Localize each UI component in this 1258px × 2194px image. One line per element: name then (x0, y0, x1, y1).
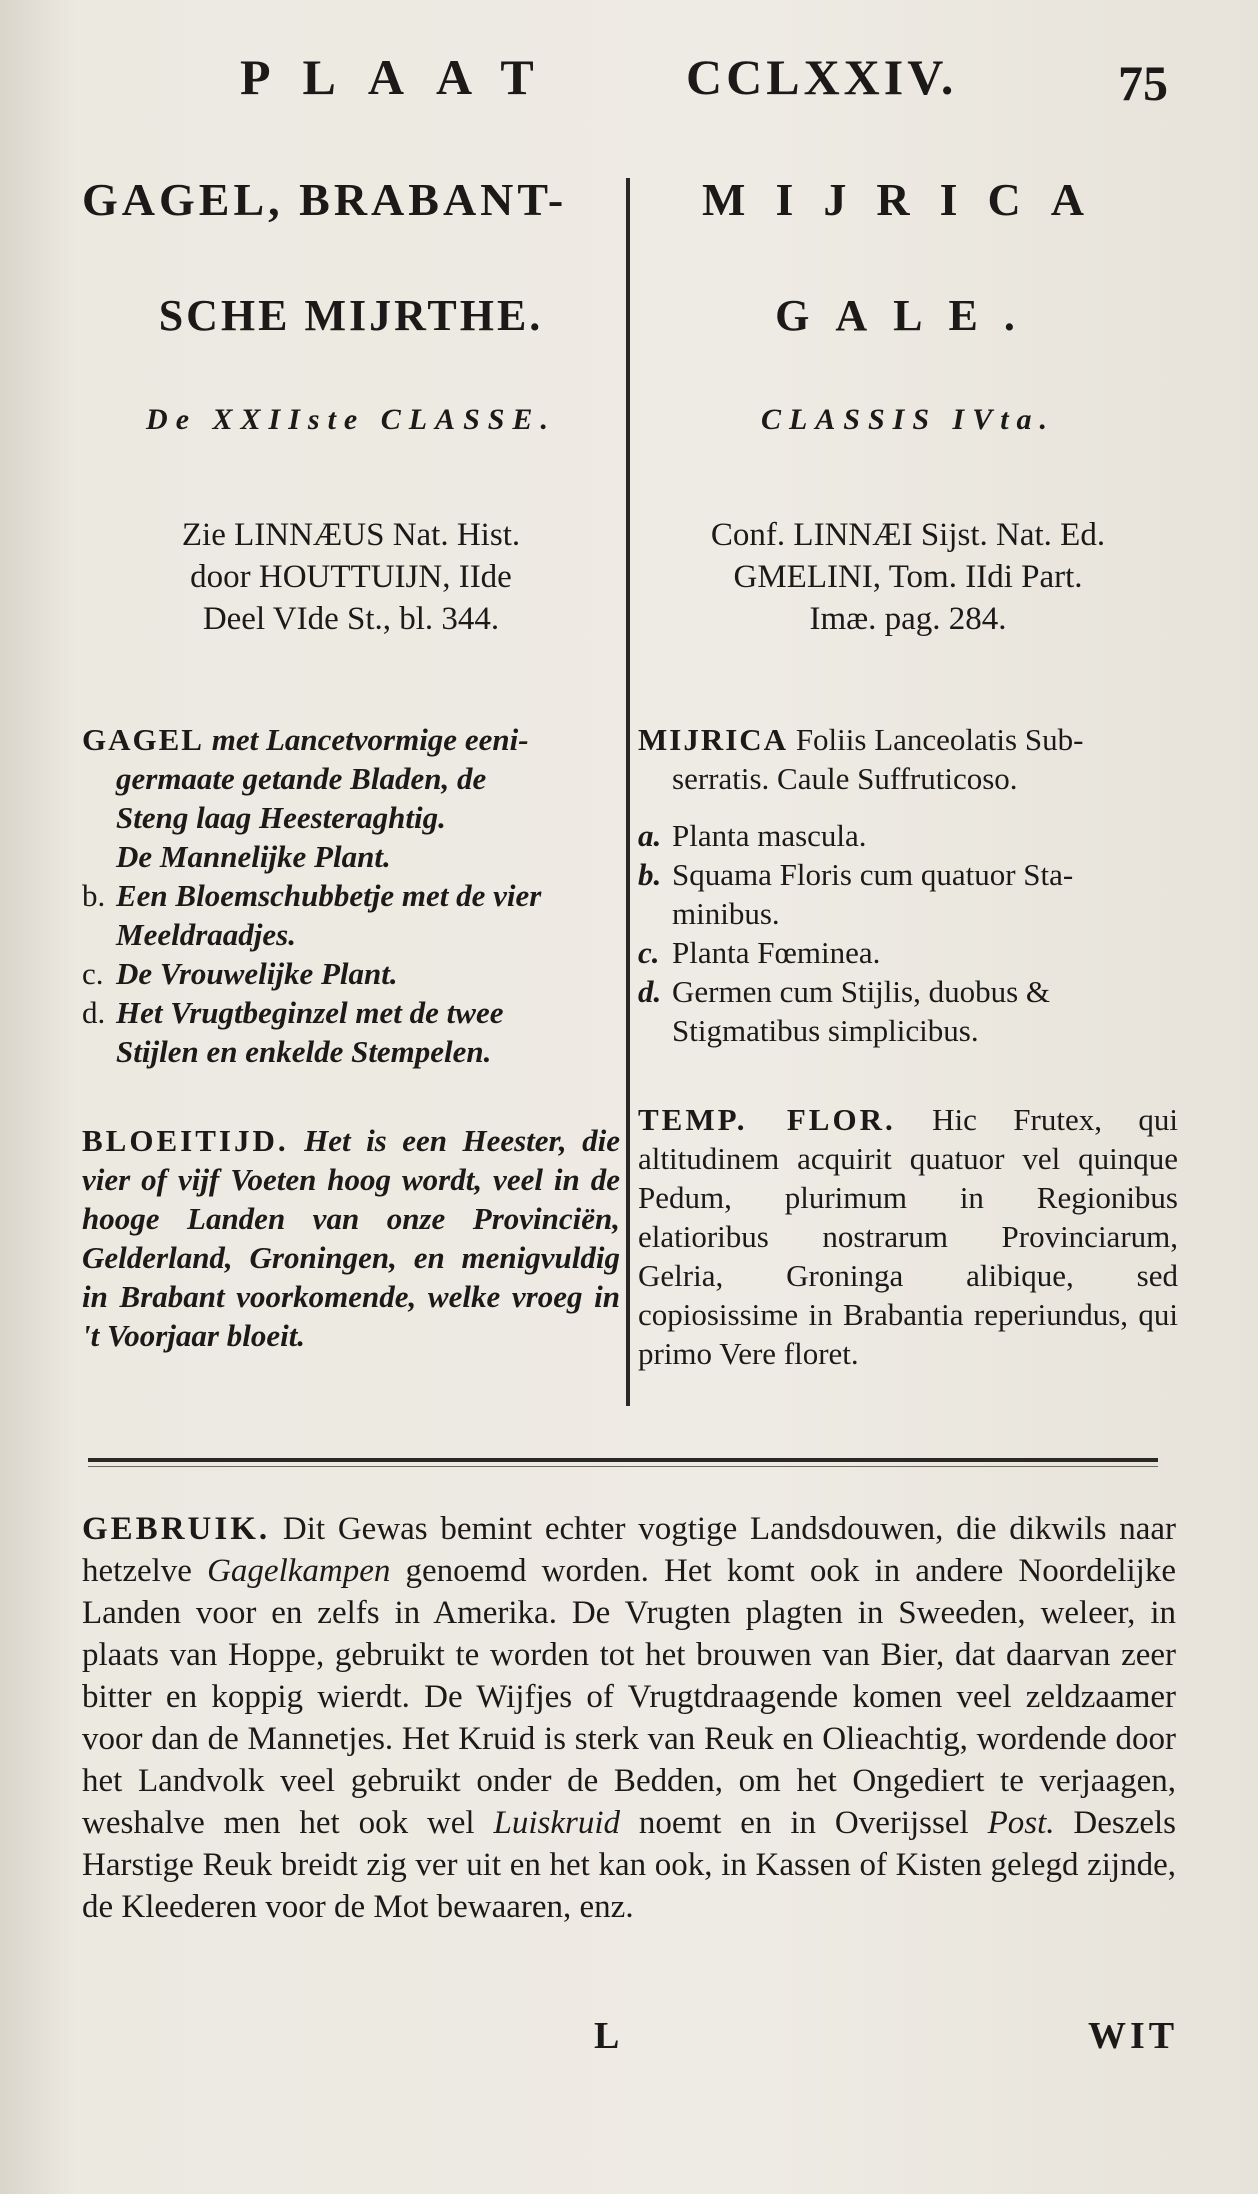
dutch-flowering-text: Het is een Heester, die vier of vijf Voeten hoog wordt, veel in de hooge Landen van onze Provinciën, Gelderland, Groningen, en menigvuldig in Brabant voorkomende, welke vroeg in 't Voorjaar bloeit. (82, 1123, 621, 1353)
dutch-item-d-line-2: Stijlen en enkelde Stempelen. (116, 1034, 492, 1069)
dutch-item-b-line-1: Een Bloemschubbetje met de vier (116, 878, 542, 913)
dutch-item-d-key: d. (82, 995, 106, 1030)
dutch-item-b (82, 876, 620, 954)
dutch-item-a: De Mannelijke Plant. (116, 839, 391, 874)
latin-item-d-key: d. (638, 974, 662, 1009)
latin-item-d-line-1: Germen cum Stijlis, duobus & (672, 974, 1051, 1009)
latin-title-line-2: GALE. (775, 291, 1041, 340)
latin-title-line-1: MIJRICA (702, 174, 1114, 225)
dutch-item-c-key: c. (82, 956, 104, 991)
dutch-description-line-2: germaate getande Bladen, de (116, 761, 487, 796)
latin-description-line-2: serratis. Caule Suffruticoso. (672, 761, 1018, 796)
dutch-title-line-2: SCHE MIJRTHE. (158, 291, 544, 340)
latin-reference-line-2: GMELINI, Tom. IIdi Part. (733, 559, 1083, 595)
latin-item-c (638, 933, 1178, 972)
usage-text-2: genoemd worden. Het komt ook in andere Noordelijke Landen voor en zelfs in Amerika. De Vrugten plagten in Sweeden, weleer, in plaats van Hoppe, gebruikt te worden tot het brouwen van Bier, dat daarvan zeer bitter en koppig wierdt. De Wijfjes of Vrugtdraagende komen veel zeldzaamer voor dan de Mannetjes. Het Kruid is sterk van Reuk en Olieachtig, wordende door het Landvolk veel gebruikt onder de Bedden, om het Ongediert te verjaagen, weshalve men het ook wel (82, 1553, 1176, 1841)
latin-item-c-text: Planta Fœminea. (672, 935, 881, 970)
dutch-column (82, 170, 620, 1355)
dutch-reference (82, 514, 620, 640)
latin-item-b-line-1: Squama Floris cum quatuor Sta- (672, 857, 1074, 892)
usage-paragraph (82, 1508, 1176, 1928)
usage-italic-gagelkampen: Gagelkampen (207, 1553, 391, 1589)
latin-item-a-text: Planta mascula. (672, 818, 867, 853)
section-rule (88, 1458, 1158, 1462)
dutch-flowering-time (82, 1121, 620, 1355)
latin-item-c-key: c. (638, 935, 660, 970)
latin-item-a (638, 816, 1178, 855)
usage-text-3: noemt en in Overijssel (638, 1805, 969, 1841)
dutch-reference-line-1: Zie LINNÆUS Nat. Hist. (181, 517, 521, 553)
section-rule-thin (88, 1466, 1158, 1467)
latin-item-b-key: b. (638, 857, 662, 892)
dutch-description-line-1: met Lancetvormige eeni- (211, 722, 529, 757)
dutch-item-c-text: De Vrouwelijke Plant. (116, 956, 398, 991)
signature-mark: L (594, 2015, 620, 2057)
usage-italic-luiskruid: Luiskruid (493, 1805, 621, 1841)
plate-number: CCLXXIV. (686, 49, 958, 105)
usage-text-1: Dit Gewas bemint echter vogtige Landsdouwen, die dikwils naar hetzelve (82, 1511, 1176, 1589)
dutch-item-d-line-1: Het Vrugtbeginzel met de twee (116, 995, 504, 1030)
latin-item-b-line-2: minibus. (672, 896, 780, 931)
latin-column (638, 170, 1178, 1373)
dutch-description-line-3: Steng laag Heesteraghtig. (116, 800, 446, 835)
usage-italic-post: Post. (987, 1805, 1055, 1841)
latin-item-b (638, 855, 1178, 933)
running-head: PLAAT (240, 49, 566, 105)
usage-text-4: Deszels Harstige Reuk breidt zig ver uit en het kan ook, in Kassen of Kisten gelegd zijnde, de Kleederen voor de Mot bewaaren, enz. (82, 1805, 1177, 1925)
column-divider (626, 178, 630, 1406)
latin-item-d (638, 972, 1178, 1050)
dutch-title-line-1: GAGEL, BRABANT- (82, 174, 568, 225)
latin-flowering-lead: TEMP. FLOR. (638, 1102, 896, 1137)
dutch-item-d (82, 993, 620, 1071)
dutch-item-c (82, 954, 620, 993)
latin-description-lead: MIJRICA (638, 722, 789, 757)
page-number: 75 (1118, 55, 1168, 111)
latin-description-line-1: Foliis Lanceolatis Sub- (795, 722, 1084, 757)
latin-flowering-time (638, 1100, 1178, 1373)
latin-item-d-line-2: Stigmatibus simplicibus. (672, 1013, 979, 1048)
latin-reference-line-3: Imæ. pag. 284. (809, 601, 1007, 637)
dutch-class-line: De XXIIste CLASSE. (146, 403, 556, 436)
dutch-flowering-lead: BLOEITIJD. (82, 1123, 289, 1158)
dutch-reference-line-3: Deel VIde St., bl. 344. (202, 601, 500, 637)
latin-item-a-key: a. (638, 818, 662, 853)
catchword: WIT (1088, 2015, 1179, 2057)
latin-class-line: CLASSIS IVta. (760, 403, 1056, 436)
latin-reference-line-1: Conf. LINNÆI Sijst. Nat. Ed. (710, 517, 1106, 553)
dutch-item-b-key: b. (82, 878, 106, 913)
dutch-item-b-line-2: Meeldraadjes. (116, 917, 296, 952)
usage-lead: GEBRUIK. (82, 1511, 271, 1547)
latin-reference (638, 514, 1178, 640)
latin-flowering-text: Hic Frutex, qui altitudinem acquirit quatuor vel quinque Pedum, plurimum in Regionibus elatioribus nostrarum Provinciarum, Gelria, Groninga alibique, sed copiosissime in Brabantia reperiundus, qui primo Vere floret. (638, 1102, 1178, 1371)
dutch-description-lead: GAGEL (82, 722, 204, 757)
dutch-reference-line-2: door HOUTTUIJN, IIde (190, 559, 512, 595)
dutch-description (82, 720, 620, 1071)
latin-description (638, 720, 1178, 1050)
